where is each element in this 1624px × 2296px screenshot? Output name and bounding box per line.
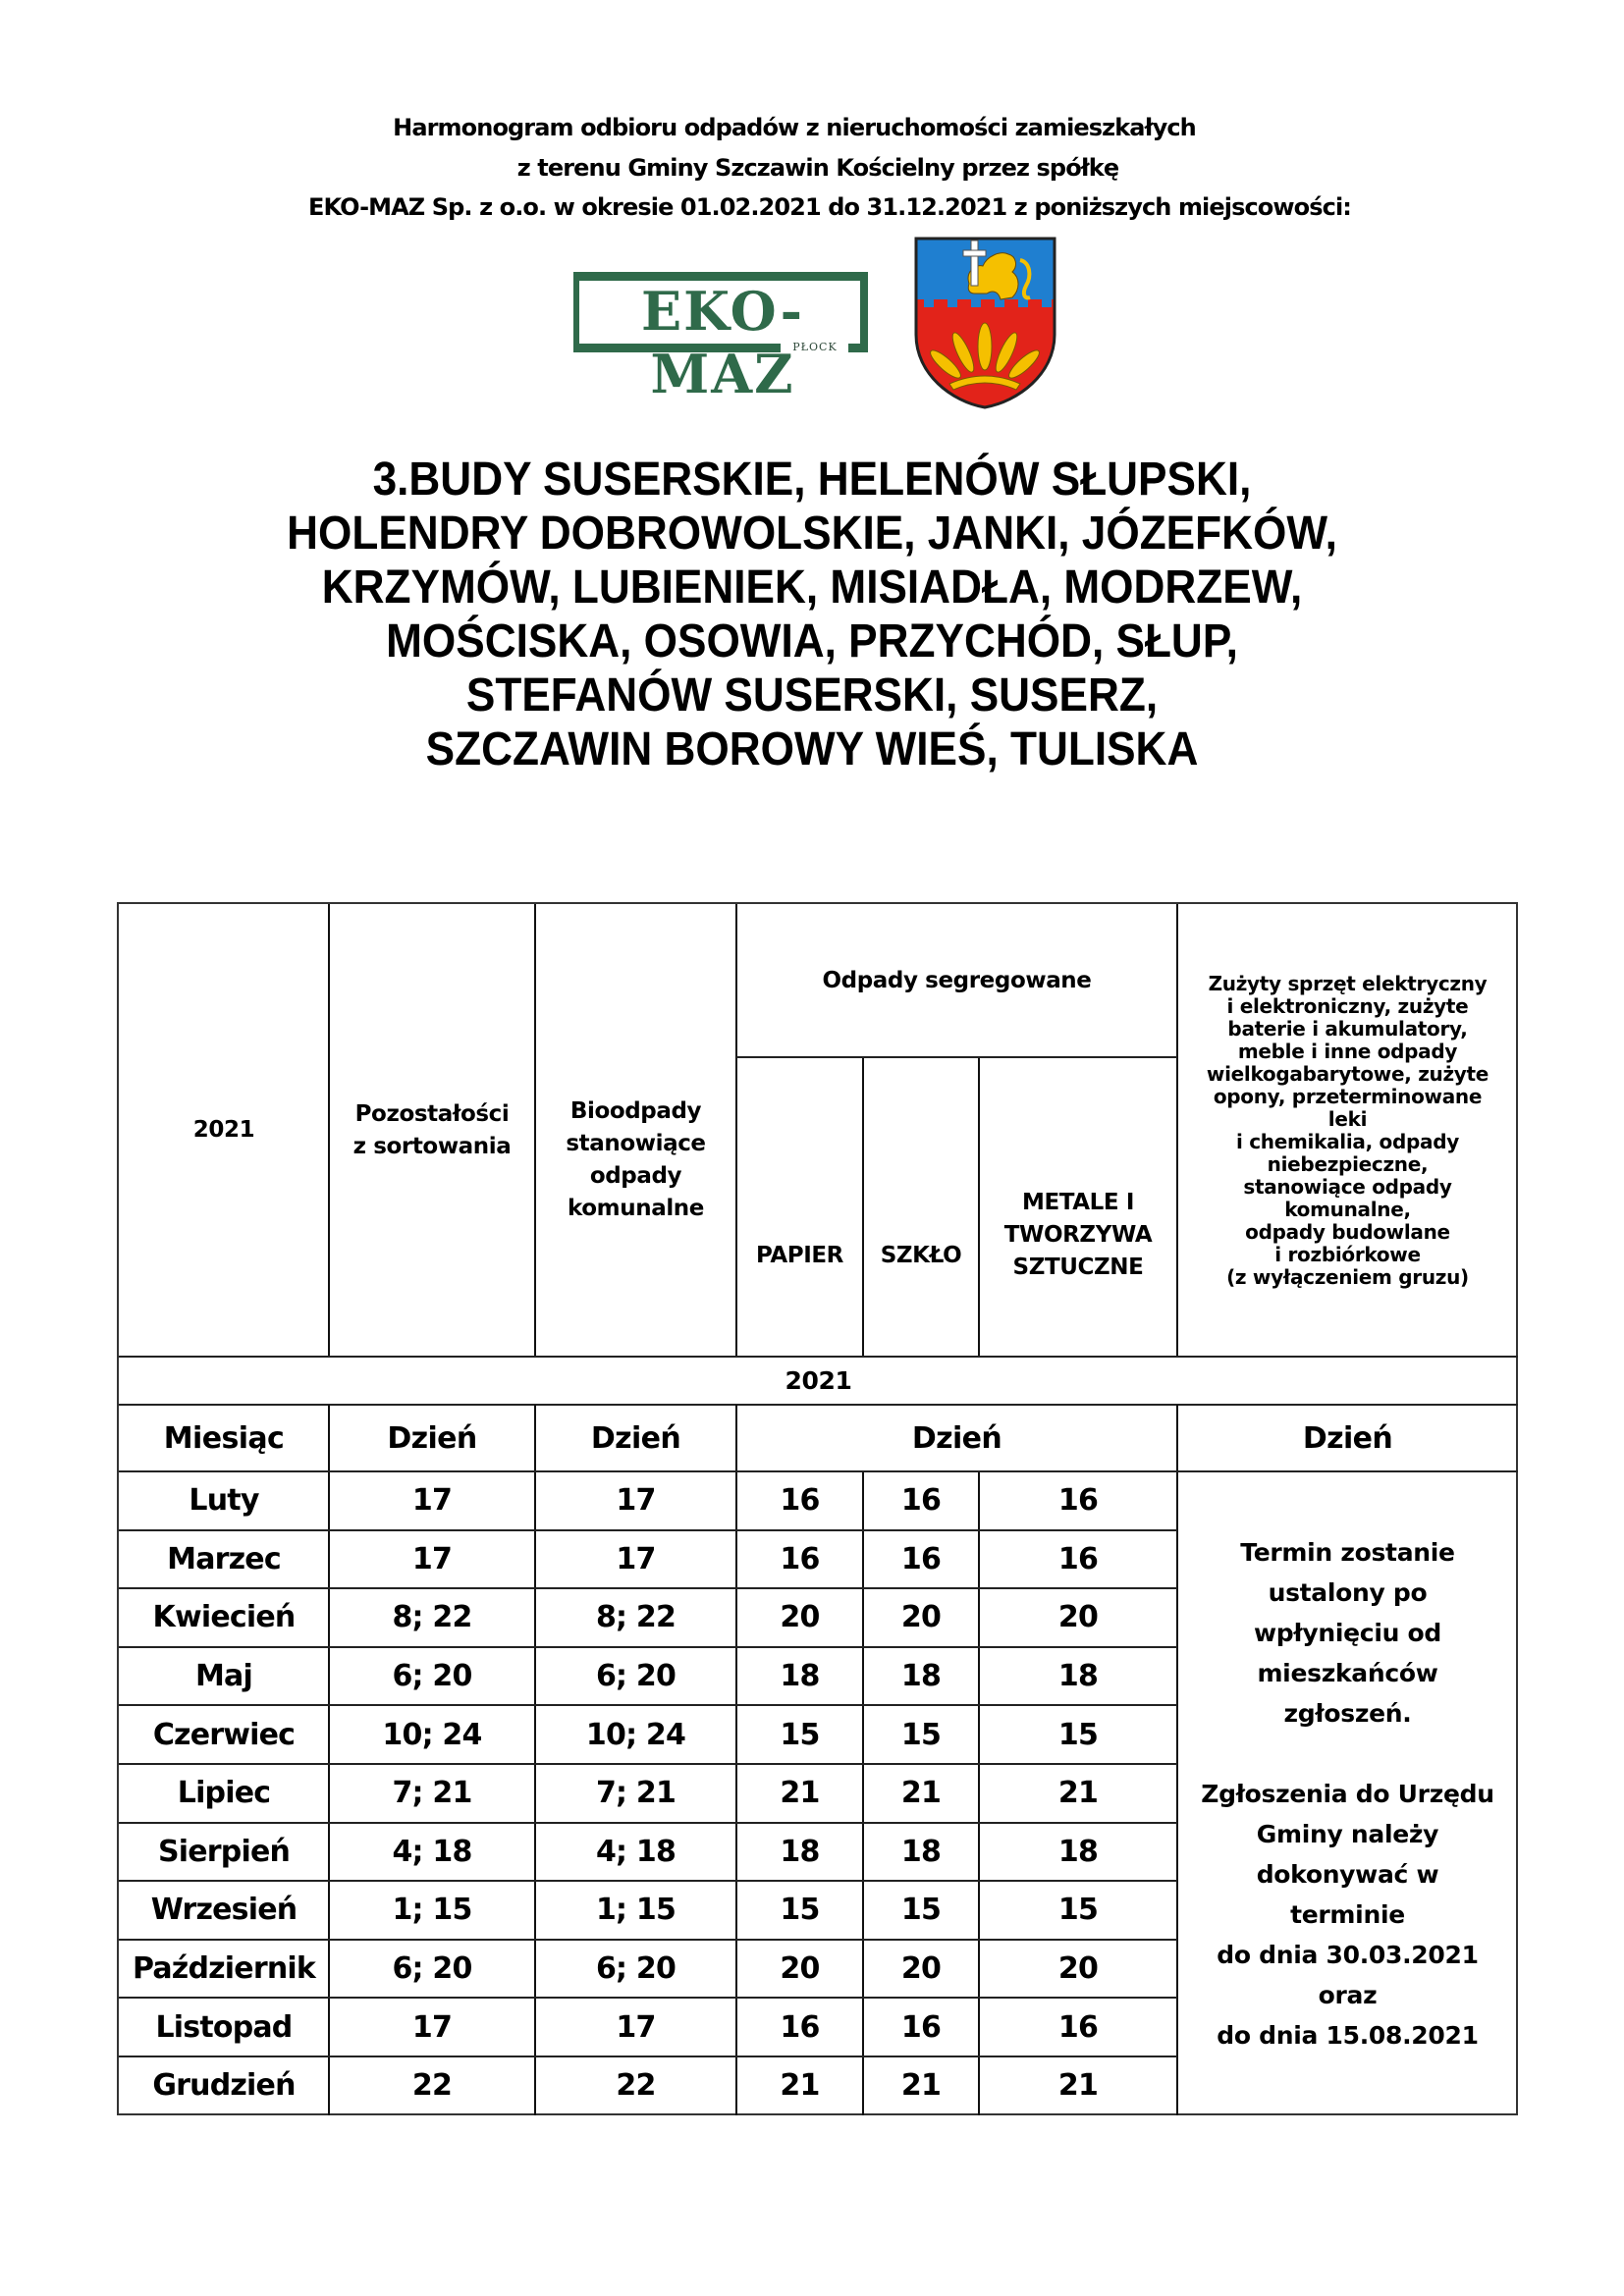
label-month: Miesiąc	[163, 1420, 285, 1456]
bio-day-cell: 8; 22	[595, 1600, 677, 1635]
metals-day-cell: 21	[1057, 1776, 1099, 1811]
metals-day-cell: 21	[1057, 2068, 1099, 2104]
intro-line-1: Harmonogram odbioru odpadów z nieruchomości zamieszkałych	[393, 114, 1196, 141]
grid-line-vertical	[534, 904, 536, 1357]
month-cell: Wrzesień	[150, 1893, 298, 1928]
glass-day-cell: 20	[900, 1951, 942, 1987]
metals-day-cell: 20	[1057, 1951, 1099, 1987]
logo-frame-right	[860, 272, 868, 352]
metals-day-cell: 16	[1057, 1483, 1099, 1519]
residual-day-cell: 1; 15	[392, 1893, 472, 1928]
header-residual-waste: Pozostałości z sortowania	[352, 1100, 512, 1159]
grid-line-horizontal	[119, 1646, 1177, 1648]
header-paper: PAPIER	[756, 1243, 843, 1268]
paper-day-cell: 15	[780, 1717, 820, 1752]
header-glass: SZKŁO	[880, 1243, 962, 1268]
grid-line-horizontal	[119, 1880, 1177, 1882]
month-cell: Czerwiec	[152, 1717, 296, 1752]
grid-line-horizontal	[119, 1763, 1177, 1765]
bio-day-cell: 17	[616, 1541, 656, 1576]
month-cell: Kwiecień	[152, 1600, 296, 1635]
residual-day-cell: 8; 22	[392, 1600, 472, 1635]
paper-day-cell: 21	[780, 2068, 820, 2104]
paper-day-cell: 21	[780, 1776, 820, 1811]
label-day-segregated: Dzień	[911, 1420, 1002, 1456]
residual-day-cell: 4; 18	[392, 1834, 472, 1869]
residual-day-cell: 17	[411, 2009, 453, 2045]
month-cell: Marzec	[167, 1541, 281, 1576]
bio-day-cell: 22	[616, 2068, 656, 2104]
glass-day-cell: 15	[900, 1717, 942, 1752]
header-segregated: Odpady segregowane	[822, 967, 1092, 993]
grid-line-vertical	[328, 1405, 330, 2115]
glass-day-cell: 20	[900, 1600, 942, 1635]
paper-day-cell: 15	[780, 1893, 820, 1928]
month-cell: Sierpień	[157, 1834, 291, 1869]
logo-city: PŁOCK	[792, 341, 838, 353]
glass-day-cell: 15	[900, 1893, 942, 1928]
grid-line-vertical	[978, 1471, 980, 2115]
bio-day-cell: 6; 20	[595, 1951, 677, 1987]
paper-day-cell: 16	[780, 1483, 820, 1519]
grid-line-vertical	[534, 1405, 536, 2115]
paper-day-cell: 16	[780, 1541, 820, 1576]
month-cell: Maj	[195, 1659, 252, 1694]
localities-line: 3.BUDY SUSERSKIE, HELENÓW SŁUPSKI,	[372, 454, 1252, 506]
grid-line-horizontal	[119, 1939, 1177, 1941]
localities-line: KRZYMÓW, LUBIENIEK, MISIADŁA, MODRZEW,	[321, 561, 1303, 614]
bio-day-cell: 7; 21	[595, 1776, 677, 1811]
metals-day-cell: 16	[1057, 2009, 1099, 2045]
label-day-bio: Dzień	[590, 1420, 681, 1456]
grid-line-vertical	[1176, 1405, 1178, 2115]
header-bulky-hazardous: Zużyty sprzęt elektryczny i elektroniczny, zużyte baterie i akumulatory, meble i inne odpady wielkogabarytowe, zużyte opony, przeterminowane leki i chemikalia, odpady niebezpieczne, stanowiące odpady komunalne, odpady budowlane i rozbiórkowe (z wyłączeniem gruzu)	[1206, 971, 1489, 1289]
glass-day-cell: 21	[900, 1776, 942, 1811]
localities-line: STEFANÓW SUSERSKI, SUSERZ,	[465, 669, 1159, 721]
grid-line-vertical	[1176, 904, 1178, 1357]
ekomaz-logo	[573, 272, 880, 405]
residual-day-cell: 10; 24	[382, 1717, 482, 1752]
grid-line-vertical	[735, 1405, 737, 2115]
residual-day-cell: 6; 20	[392, 1951, 472, 1987]
metals-day-cell: 15	[1057, 1893, 1099, 1928]
logo-frame-left	[573, 272, 579, 352]
grid-line-horizontal	[119, 1356, 1518, 1358]
residual-day-cell: 22	[411, 2068, 453, 2104]
month-cell: Listopad	[155, 2009, 293, 2045]
residual-day-cell: 17	[411, 1483, 453, 1519]
grid-line-horizontal	[119, 1704, 1177, 1706]
residual-day-cell: 6; 20	[392, 1659, 472, 1694]
paper-day-cell: 20	[780, 1951, 820, 1987]
bio-day-cell: 17	[616, 1483, 656, 1519]
collection-schedule-table	[117, 902, 1518, 2115]
grid-line-vertical	[328, 904, 330, 1357]
header-year: 2021	[192, 1117, 255, 1143]
glass-day-cell: 16	[900, 2009, 942, 2045]
glass-day-cell: 18	[900, 1834, 942, 1869]
localities-line: HOLENDRY DOBROWOLSKIE, JANKI, JÓZEFKÓW,	[287, 507, 1337, 560]
header-metals-plastics: METALE I TWORZYWA SZTUCZNE	[1003, 1190, 1153, 1280]
metals-day-cell: 16	[1057, 1541, 1099, 1576]
glass-day-cell: 18	[900, 1659, 942, 1694]
glass-day-cell: 16	[900, 1541, 942, 1576]
grid-line-horizontal	[119, 2056, 1177, 2057]
grid-line-horizontal	[119, 1529, 1177, 1531]
metals-day-cell: 18	[1057, 1834, 1099, 1869]
year-row: 2021	[785, 1366, 852, 1395]
grid-line-horizontal	[119, 1470, 1518, 1472]
logo-wordmark: EKO-MAZ	[640, 280, 805, 405]
metals-day-cell: 18	[1057, 1659, 1099, 1694]
grid-line-vertical	[978, 1057, 980, 1357]
grid-line-horizontal	[119, 1587, 1177, 1589]
bulky-waste-note: Termin zostanie ustalony po wpłynięciu od mieszkańców zgłoszeń. Zgłoszenia do Urzędu Gminy należy dokonywać w terminie do dnia 30.03.2021 oraz do dnia 15.08.2021	[1201, 1537, 1494, 2050]
month-cell: Październik	[132, 1951, 316, 1987]
grid-line-horizontal	[736, 1056, 1177, 1058]
glass-day-cell: 16	[900, 1483, 942, 1519]
residual-day-cell: 7; 21	[392, 1776, 472, 1811]
paper-day-cell: 18	[780, 1659, 820, 1694]
bio-day-cell: 17	[616, 2009, 656, 2045]
label-day-residual: Dzień	[387, 1420, 477, 1456]
grid-line-vertical	[862, 1057, 864, 1357]
bio-day-cell: 10; 24	[585, 1717, 686, 1752]
intro-line-2: z terenu Gminy Szczawin Kościelny przez spółkę	[516, 154, 1119, 182]
bio-day-cell: 6; 20	[595, 1659, 677, 1694]
month-cell: Lipiec	[177, 1776, 271, 1811]
bio-day-cell: 4; 18	[595, 1834, 677, 1869]
residual-day-cell: 17	[411, 1541, 453, 1576]
grid-line-vertical	[735, 904, 737, 1357]
month-cell: Luty	[189, 1483, 259, 1519]
grid-line-vertical	[862, 1471, 864, 2115]
metals-day-cell: 15	[1057, 1717, 1099, 1752]
paper-day-cell: 16	[780, 2009, 820, 2045]
bio-day-cell: 1; 15	[595, 1893, 677, 1928]
grid-line-horizontal	[119, 1822, 1177, 1824]
glass-day-cell: 21	[900, 2068, 942, 2104]
paper-day-cell: 20	[780, 1600, 820, 1635]
label-day-bulky: Dzień	[1302, 1420, 1393, 1456]
intro-line-3: EKO-MAZ Sp. z o.o. w okresie 01.02.2021 do 31.12.2021 z poniższych miejscowości:	[308, 193, 1351, 221]
paper-day-cell: 18	[780, 1834, 820, 1869]
localities-line: SZCZAWIN BOROWY WIEŚ, TULISKA	[425, 723, 1199, 775]
localities-line: MOŚCISKA, OSOWIA, PRZYCHÓD, SŁUP,	[386, 615, 1238, 667]
coat-of-arms-icon	[910, 237, 1060, 409]
metals-day-cell: 20	[1057, 1600, 1099, 1635]
grid-line-horizontal	[119, 1997, 1177, 1999]
localities-title	[65, 453, 1559, 776]
month-cell: Grudzień	[152, 2068, 296, 2104]
header-biowaste: Bioodpady stanowiące odpady komunalne	[566, 1097, 706, 1221]
